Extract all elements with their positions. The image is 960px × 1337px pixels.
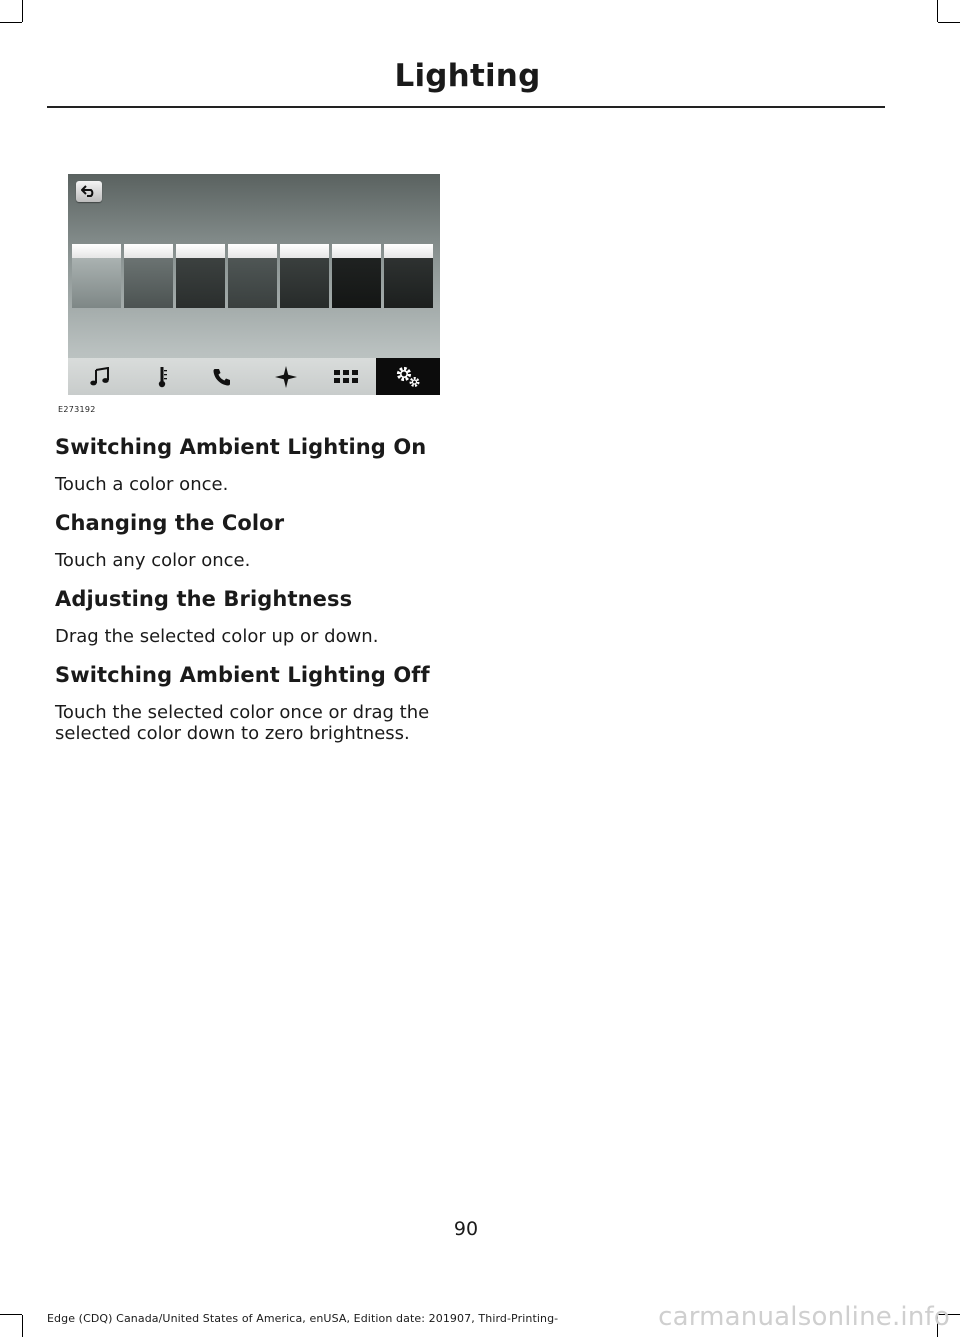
swatch-color (176, 258, 225, 308)
crop-mark (937, 0, 938, 22)
swatch-brightness-cap (124, 244, 173, 258)
nav-audio[interactable] (74, 358, 126, 395)
section-heading-changing-color: Changing the Color (55, 511, 285, 535)
swatch-color (280, 258, 329, 308)
crop-mark (22, 1315, 23, 1337)
phone-icon (212, 367, 232, 387)
swatch-color (332, 258, 381, 308)
swatch-color (72, 258, 121, 308)
section-text-adjusting-brightness: Drag the selected color up or down. (55, 626, 379, 647)
music-note-icon (89, 367, 111, 387)
swatch-brightness-cap (332, 244, 381, 258)
color-swatch[interactable] (280, 244, 329, 308)
color-swatch[interactable] (332, 244, 381, 308)
color-swatch[interactable] (72, 244, 121, 308)
section-heading-adjusting-brightness: Adjusting the Brightness (55, 587, 353, 611)
nav-phone[interactable] (196, 358, 248, 395)
crop-mark (22, 0, 23, 22)
section-text-changing-color: Touch any color once. (55, 550, 251, 571)
nav-settings[interactable] (376, 358, 440, 395)
swatch-brightness-cap (280, 244, 329, 258)
nav-navigation[interactable] (260, 358, 312, 395)
swatch-brightness-cap (384, 244, 433, 258)
swatch-brightness-cap (72, 244, 121, 258)
section-heading-switching-off: Switching Ambient Lighting Off (55, 663, 430, 687)
nav-apps[interactable] (320, 358, 372, 395)
color-swatch[interactable] (176, 244, 225, 308)
swatch-color (384, 258, 433, 308)
figure-id: E273192 (58, 405, 96, 414)
swatch-brightness-cap (228, 244, 277, 258)
watermark: carmanualsonline.info (658, 1302, 950, 1332)
swatch-color (228, 258, 277, 308)
back-arrow-icon (81, 184, 97, 198)
swatch-brightness-cap (176, 244, 225, 258)
color-swatches (72, 244, 436, 308)
color-swatch[interactable] (124, 244, 173, 308)
nav-climate[interactable] (136, 358, 188, 395)
section-text-switching-off: Touch the selected color once or drag the selected color down to zero brightness. (55, 702, 430, 744)
page-number: 90 (453, 1218, 479, 1240)
ambient-lighting-screen (68, 174, 440, 395)
section-heading-switching-on: Switching Ambient Lighting On (55, 435, 427, 459)
apps-grid-icon (334, 370, 358, 384)
back-button[interactable] (76, 181, 102, 202)
color-swatch[interactable] (228, 244, 277, 308)
color-swatch[interactable] (384, 244, 433, 308)
edition-footer: Edge (CDQ) Canada/United States of America, enUSA, Edition date: 201907, Third-Printing- (47, 1312, 559, 1325)
crop-mark (938, 22, 960, 23)
header-rule (47, 106, 885, 108)
thermometer-icon (156, 366, 168, 388)
page-title: Lighting (394, 58, 541, 94)
swatch-color (124, 258, 173, 308)
crop-mark (0, 1314, 22, 1315)
section-text-switching-on: Touch a color once. (55, 474, 229, 495)
settings-gears-icon (394, 365, 422, 389)
navigation-star-icon (274, 365, 298, 389)
crop-mark (0, 22, 22, 23)
bottom-nav-bar (68, 358, 440, 395)
